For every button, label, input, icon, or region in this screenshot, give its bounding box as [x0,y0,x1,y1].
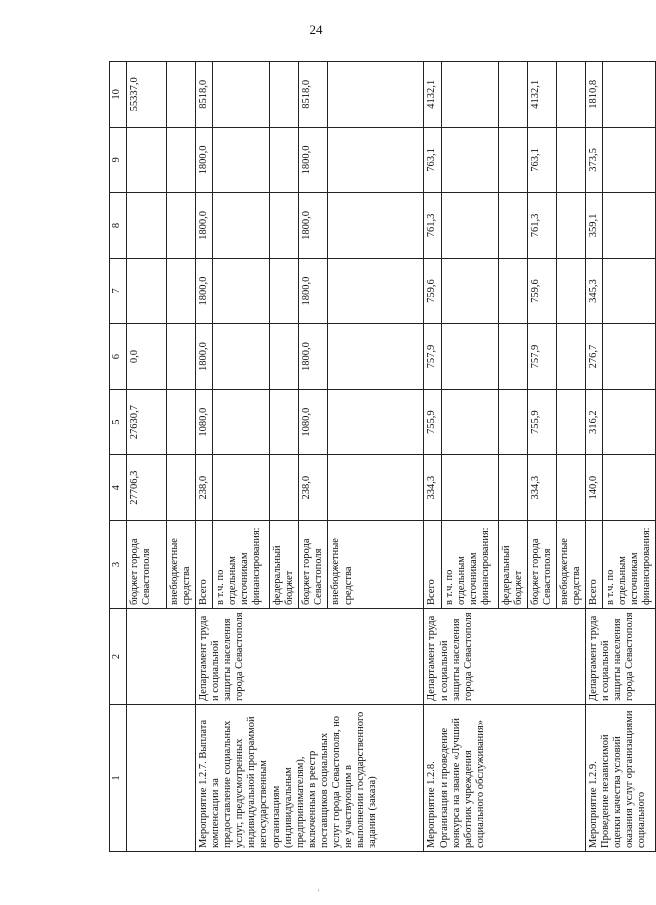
value-cell: 1810,8 [585,62,602,128]
value-cell: 757,9 [424,324,441,390]
value-cell: 1080,0 [299,389,328,455]
value-cell: 1800,0 [196,127,213,193]
value-cell: 27630,7 [127,389,167,455]
source-cell: федеральный бюджет [270,521,299,609]
measure-cell: Мероприятие 1.2.9. Проведение независимой оценки качества условий оказания услуг организациями социального [585,705,655,852]
source-cell: в т.ч. по отдельным источникам финансирования: [441,521,498,609]
source-cell: в т.ч. по отдельным источникам финансирования: [213,521,270,609]
executor-cell: Департамент труда и социальной защиты населения города Севастополя [585,609,655,705]
value-cell: 763,1 [527,127,556,193]
value-cell: 1800,0 [196,258,213,324]
value-cell: 55337,0 [127,62,167,128]
value-cell: 4132,1 [424,62,441,128]
source-cell: бюджет города Севастополя [299,521,328,609]
executor-cell: Департамент труда и социальной защиты населения города Севастополя [424,609,585,705]
rotated-table-container [109,62,653,852]
value-cell: 1800,0 [299,127,328,193]
col-header: 5 [110,389,127,455]
value-cell: 27706,3 [127,455,167,521]
value-cell: 761,3 [527,193,556,259]
value-cell: 4132,1 [527,62,556,128]
source-cell: бюджет города Севастополя [127,521,167,609]
value-cell: 334,3 [424,455,441,521]
value-cell: 8518,0 [196,62,213,128]
col-header: 6 [110,324,127,390]
value-cell: 359,1 [585,193,602,259]
table-row [424,62,441,852]
value-cell: 8518,0 [299,62,328,128]
col-header: 8 [110,193,127,259]
value-cell: 759,6 [527,258,556,324]
source-cell: Всего [585,521,602,609]
col-header: 1 [110,705,127,852]
budget-table [109,61,656,852]
table-row [196,62,213,852]
scan-mark: ' [318,888,320,897]
value-cell: 759,6 [424,258,441,324]
col-header: 2 [110,609,127,705]
value-cell: 140,0 [585,455,602,521]
value-cell [127,258,167,324]
value-cell: 238,0 [196,455,213,521]
value-cell: 334,3 [527,455,556,521]
measure-cell: Мероприятие 1.2.7. Выплата компенсации за предоставление социальных услуг, предусмотренных индивидуальной программой негосударственным организациям (индивидуальным предпринимателям), включенным в реестр поставщиков социальных услуг города Севастополя, но не участвующим в выполнении государственного задания (заказа) [196,705,424,852]
value-cell: 763,1 [424,127,441,193]
col-header: 3 [110,521,127,609]
value-cell: 1800,0 [299,324,328,390]
value-cell: 1800,0 [196,324,213,390]
value-cell: 1800,0 [196,193,213,259]
value-cell: 345,3 [585,258,602,324]
value-cell: 276,7 [585,324,602,390]
source-cell: бюджет города Севастополя [527,521,556,609]
page-number: 24 [309,22,323,37]
header-row [110,62,127,852]
value-cell: 316,2 [585,389,602,455]
value-cell [127,193,167,259]
source-cell: Всего [196,521,213,609]
value-cell: 755,9 [527,389,556,455]
value-cell: 1800,0 [299,258,328,324]
value-cell: 0,0 [127,324,167,390]
col-header: 7 [110,258,127,324]
executor-cell: Департамент труда и социальной защиты населения города Севастополя [196,609,424,705]
col-header: 10 [110,62,127,128]
value-cell: 1080,0 [196,389,213,455]
source-cell: внебюджетные средства [328,521,424,609]
col-header: 9 [110,127,127,193]
source-cell: федеральный бюджет [498,521,527,609]
value-cell: 1800,0 [299,193,328,259]
value-cell [127,127,167,193]
source-cell: внебюджетные средства [167,521,196,609]
value-cell: 373,5 [585,127,602,193]
value-cell: 755,9 [424,389,441,455]
value-cell: 757,9 [527,324,556,390]
source-cell: Всего [424,521,441,609]
value-cell: 761,3 [424,193,441,259]
empty-cell [127,705,196,852]
source-cell: в т.ч. по отдельным источникам финансирования: [602,521,655,609]
value-cell: 238,0 [299,455,328,521]
col-header: 4 [110,455,127,521]
measure-cell: Мероприятие 1.2.8. Организация и проведение конкурса на звание «Лучший работник учреждения социального обслуживания» [424,705,585,852]
source-cell: внебюджетные средства [556,521,585,609]
empty-cell [127,609,196,705]
table-row [127,62,167,852]
table-row [585,62,602,852]
